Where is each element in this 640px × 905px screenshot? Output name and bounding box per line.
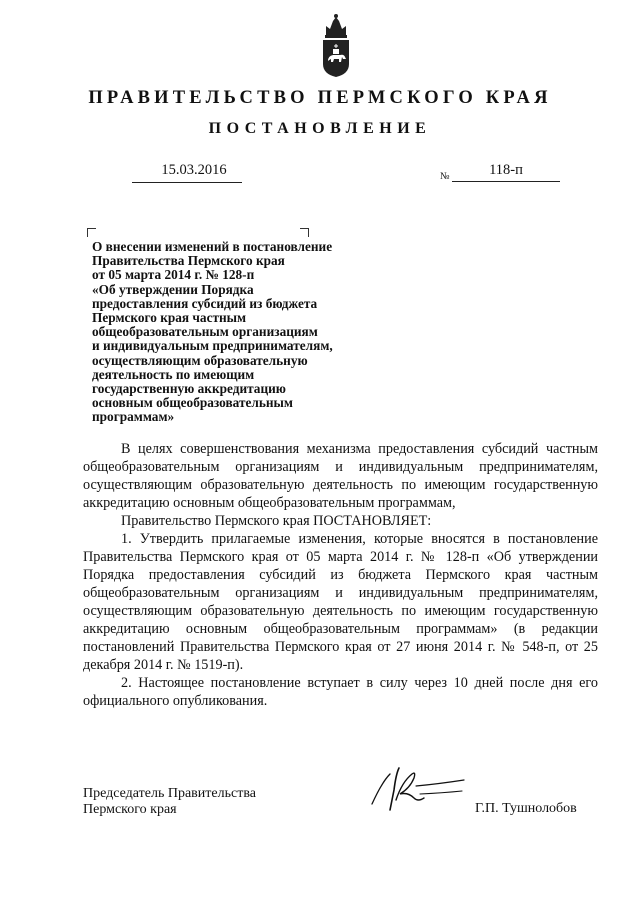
subject-line: Правительства Пермского края (92, 253, 285, 269)
body-paragraph-resolves: Правительство Пермского края ПОСТАНОВЛЯЕТ: (121, 513, 432, 529)
document-subject (92, 240, 392, 425)
subject-line: осуществляющим образовательную (92, 352, 308, 368)
subject-line: деятельность по имеющим (92, 366, 255, 382)
subject-corner-right (300, 228, 309, 237)
signatory-name: Г.П. Тушнолобов (475, 801, 577, 816)
subject-line: предоставления субсидий из бюджета (92, 295, 318, 311)
subject-line: основным общеобразовательным (92, 395, 293, 411)
number-sign: № (440, 171, 450, 182)
subject-corner-left (87, 228, 96, 237)
subject-line: государственную аккредитацию (92, 381, 286, 397)
document-type: ПОСТАНОВЛЕНИЕ (208, 120, 432, 137)
signatory-role-line: Председатель Правительства (83, 786, 256, 801)
subject-line: О внесении изменений в постановление (92, 239, 333, 254)
document-body (83, 440, 598, 710)
number-underline (452, 181, 560, 182)
body-paragraph-preamble: В целях совершенствования механизма предоставления субсидий частным общеобразовательным организациям и индивидуальным предпринимателям, осуществляющим образовательную деятельность по имеющим государственную аккредитацию основным общеобразовательным программам, (83, 441, 598, 511)
document-number: 118-п (489, 162, 523, 178)
signatory-position (83, 786, 256, 818)
document-date: 15.03.2016 (161, 162, 227, 178)
subject-line: от 05 марта 2014 г. № 128-п (92, 267, 255, 283)
date-underline (132, 182, 242, 183)
handwritten-signature-icon (368, 760, 468, 816)
body-paragraph-item-1: 1. Утвердить прилагаемые изменения, которые вносятся в постановление Правительства Пермского края от 05 марта 2014 г. № 128-п «Об утверждении Порядка предоставления субсидий из бюджета Пермского края частным общеобразовательным организациям и индивидуальным предпринимателям, осуществляющим образовательную деятельность по имеющим государственную аккредитацию основным общеобразовательным программам» (в редакции постановлений Правительства Пермского края от 27 июня 2014 г. № 548-п, от 25 декабря 2014 г. № 1519-п). (83, 531, 598, 673)
signatory-role-line: Пермского края (83, 802, 177, 817)
subject-line: «Об утверждении Порядка (92, 281, 254, 297)
subject-line: и индивидуальным предпринимателям, (92, 338, 333, 354)
subject-line: Пермского края частным (92, 310, 247, 326)
coat-of-arms-icon (318, 12, 354, 78)
subject-line: программам» (92, 409, 175, 425)
body-paragraph-item-2: 2. Настоящее постановление вступает в силу через 10 дней после дня его официального опубликования. (83, 675, 598, 709)
subject-line: общеобразовательным организациям (92, 324, 318, 340)
government-title: ПРАВИТЕЛЬСТВО ПЕРМСКОГО КРАЯ (88, 88, 552, 108)
